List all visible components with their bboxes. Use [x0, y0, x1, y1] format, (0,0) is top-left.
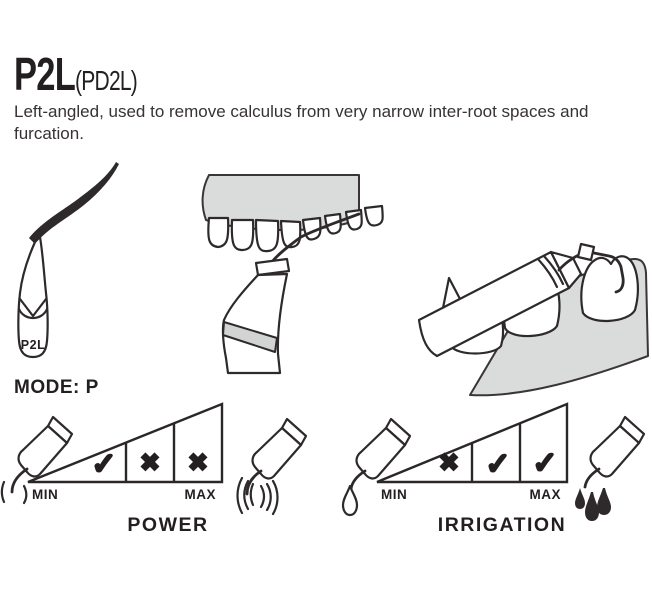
page-title [14, 48, 138, 108]
scaler-multi-drop-icon [575, 417, 644, 521]
irrigation-title: IRRIGATION [437, 514, 567, 536]
power-cell-1-mark: ✓ [91, 448, 117, 481]
power-title: POWER [127, 514, 209, 536]
irrigation-cell-1-mark: ✖ [438, 449, 460, 477]
tip-probe [29, 162, 119, 244]
power-cell-3-mark: ✖ [187, 449, 209, 477]
handpiece-nose [256, 259, 289, 275]
irrigation-min-label: MIN [381, 487, 408, 502]
power-diagram [0, 402, 330, 552]
irrigation-cell-3-mark: ✓ [532, 447, 558, 480]
tip-illustration [8, 160, 148, 365]
power-cell-2-mark: ✖ [139, 449, 161, 477]
tip-bracket [578, 244, 594, 260]
scaler-max-vibration-icon [238, 419, 307, 514]
usage-illustration-molar [413, 228, 652, 400]
irrigation-max-label: MAX [529, 487, 561, 502]
power-min-label: MIN [32, 487, 59, 502]
usage-illustration-front [190, 168, 395, 374]
description-text: Left-angled, used to remove calculus from very narrow inter-root spaces and furcation. [14, 102, 589, 143]
irrigation-cell-2-mark: ✓ [485, 448, 511, 481]
mode-label: MODE: P [14, 377, 99, 398]
tip-label: P2L [20, 338, 46, 352]
model-code: P2L [14, 48, 76, 100]
handpiece-body [223, 274, 287, 373]
model-alt-code: (PD2L) [75, 65, 138, 96]
irrigation-diagram [330, 402, 652, 552]
power-max-label: MAX [184, 487, 216, 502]
